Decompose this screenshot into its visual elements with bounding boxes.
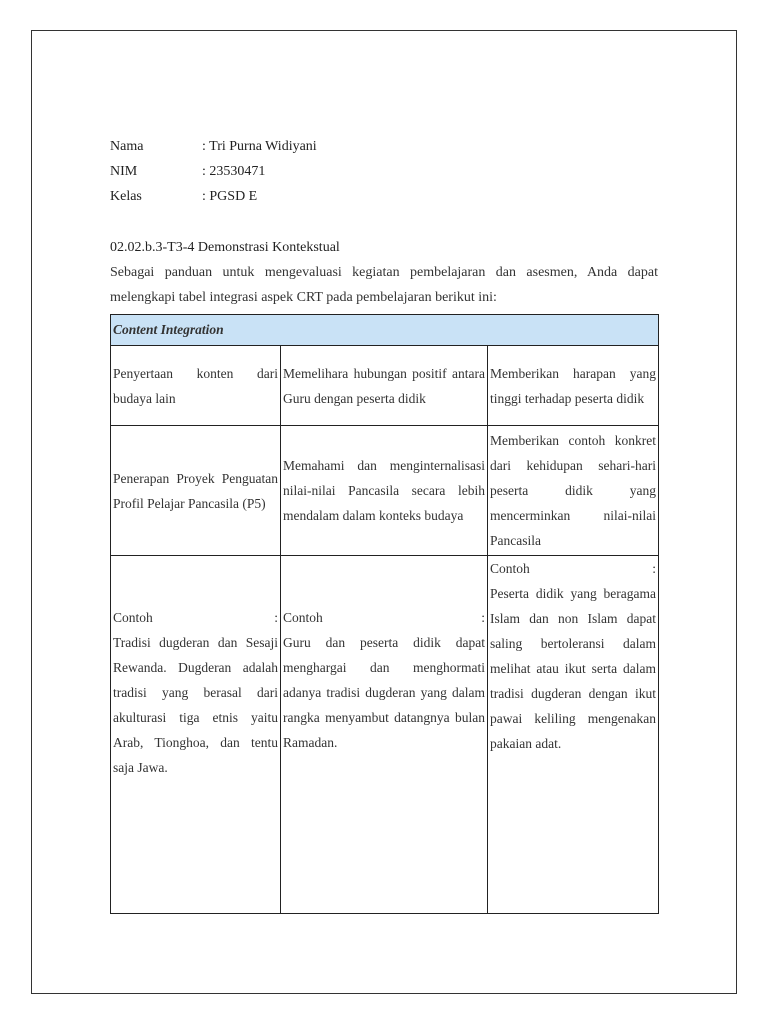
- table-cell: Memelihara hubungan positif antara Guru dengan peserta didik: [281, 346, 488, 426]
- table-cell: Memberikan harapan yang tinggi terhadap peserta didik: [488, 346, 659, 426]
- assignment-heading: 02.02.b.3-T3-4 Demonstrasi Kontekstual: [110, 240, 340, 255]
- example-cell: [281, 556, 488, 914]
- example-label: Contoh :: [490, 561, 657, 576]
- table-cell: Penerapan Proyek Penguatan Profil Pelajar Pancasila (P5): [111, 426, 281, 556]
- table-header-row: [111, 315, 659, 346]
- identity-row-nama: [110, 139, 317, 155]
- identity-label: Kelas: [110, 189, 142, 204]
- identity-row-kelas: [110, 189, 257, 205]
- example-cell: [111, 556, 281, 914]
- identity-row-nim: [110, 164, 265, 180]
- identity-value: : 23530471: [202, 164, 266, 179]
- identity-label: Nama: [110, 139, 144, 154]
- table-row: [111, 346, 659, 426]
- example-text: Tradisi dugderan dan Sesaji Rewanda. Dugderan adalah tradisi yang berasal dari akulturasi tiga etnis yaitu Arab, Tionghoa, dan tentu saja Jawa.: [113, 635, 278, 775]
- table-row: [111, 426, 659, 556]
- example-label: Contoh :: [113, 610, 278, 625]
- identity-label: NIM: [110, 164, 138, 179]
- crt-table: [110, 314, 659, 914]
- table-cell: Penyertaan konten dari budaya lain: [111, 346, 281, 426]
- table-header: Content Integration: [111, 315, 659, 346]
- example-cell: [488, 556, 659, 914]
- intro-paragraph: Sebagai panduan untuk mengevaluasi kegiatan pembelajaran dan asesmen, Anda dapat melengkapi tabel integrasi aspek CRT pada pembelajaran berikut ini:: [110, 265, 658, 305]
- identity-value: : Tri Purna Widiyani: [202, 139, 317, 154]
- example-label: Contoh :: [283, 610, 485, 625]
- example-text: Peserta didik yang beragama Islam dan non Islam dapat saling bertoleransi dalam melihat atau ikut serta dalam tradisi dugderan dengan ikut pawai keliling mengenakan pakaian adat.: [490, 586, 657, 751]
- table-cell: Memahami dan menginternalisasi nilai-nilai Pancasila secara lebih mendalam dalam konteks budaya: [281, 426, 488, 556]
- table-cell: Memberikan contoh konkret dari kehidupan sehari-hari peserta didik yang mencerminkan nilai-nilai Pancasila: [488, 426, 659, 556]
- table-row-examples: [111, 556, 659, 914]
- identity-value: : PGSD E: [202, 189, 258, 204]
- example-text: Guru dan peserta didik dapat menghargai dan menghormati adanya tradisi dugderan yang dalam rangka menyambut datangnya bulan Ramadan.: [283, 635, 485, 750]
